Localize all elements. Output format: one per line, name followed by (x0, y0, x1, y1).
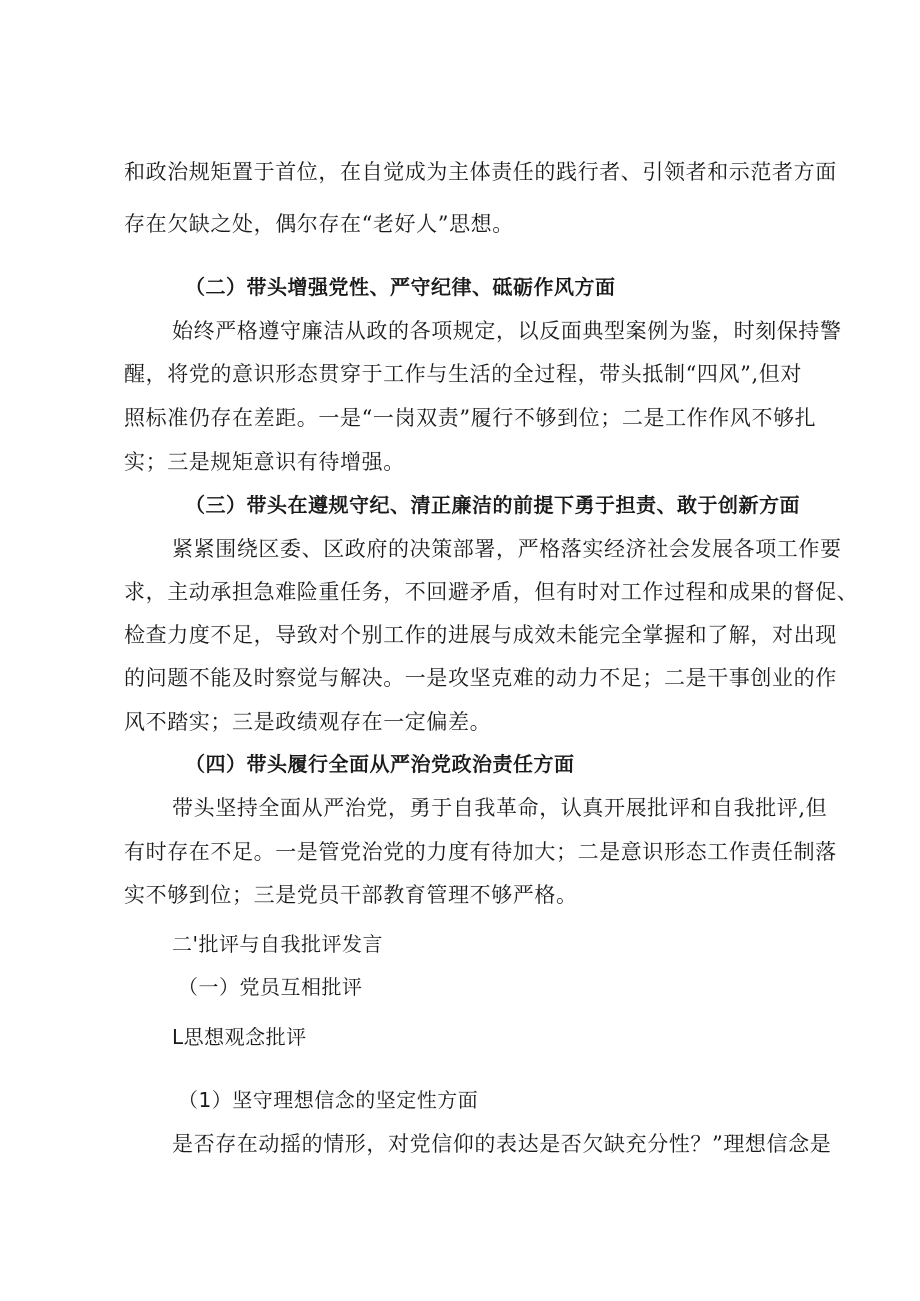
section-heading: （四）带头履行全面从严治党政治责任方面 (185, 752, 575, 776)
paragraph-line: 始终严格遵守廉洁从政的各项规定，以反面典型案例为鉴，时刻保持警 (172, 319, 842, 343)
paragraph-line: 实不够到位；三是党员干部教育管理不够严格。 (124, 883, 578, 907)
paragraph-line: 照标准仍存在差距。一是“一岗双责”履行不够到位；二是工作作风不够扎 (124, 406, 817, 430)
item-subheading: （1）坚守理想信念的坚定性方面 (178, 1088, 479, 1112)
paragraph-line: 醒，将党的意识形态贯穿于工作与生活的全过程，带头抵制“四风”,但对 (124, 362, 802, 386)
paragraph-line: 带头坚持全面从严治党，勇于自我革命，认真开展批评和自我批评,但 (172, 796, 828, 820)
paragraph-line: 有时存在不足。一是管党治党的力度有待加大；二是意识形态工作责任制落 (124, 840, 837, 864)
paragraph-line: 风不踏实；三是政绩观存在一定偏差。 (124, 710, 492, 734)
item-heading: L思想观念批评 (172, 1025, 307, 1049)
part-heading: 二'批评与自我批评发言 (172, 932, 383, 956)
paragraph-line: 实；三是规矩意识有待增强。 (124, 450, 405, 474)
paragraph-line: 是否存在动摇的情形，对党信仰的表达是否欠缺充分性？”理想信念是 (172, 1132, 832, 1156)
paragraph-line: 检查力度不足，导致对个别工作的进展与成效未能完全掌握和了解，对出现 (124, 623, 837, 647)
section-heading: （二）带头增强党性、严守纪律、砥砺作风方面 (185, 275, 616, 299)
paragraph-line: 求，主动承担急难险重任务，不回避矛盾，但有时对工作过程和成果的督促、 (124, 580, 859, 604)
paragraph-line: 紧紧围绕区委、区政府的决策部署，严格落实经济社会发展各项工作要 (172, 537, 842, 561)
paragraph-line: 存在欠缺之处，偶尔存在“老好人”思想。 (124, 212, 514, 236)
section-heading: （三）带头在遵规守纪、清正廉洁的前提下勇于担责、敢于创新方面 (185, 493, 800, 517)
subsection-heading: （一）党员互相批评 (178, 975, 363, 999)
paragraph-line: 的问题不能及时察觉与解决。一是攻坚克难的动力不足；二是干事创业的作 (124, 666, 837, 690)
paragraph-line: 和政治规矩置于首位，在自觉成为主体责任的践行者、引领者和示范者方面 (124, 160, 837, 184)
